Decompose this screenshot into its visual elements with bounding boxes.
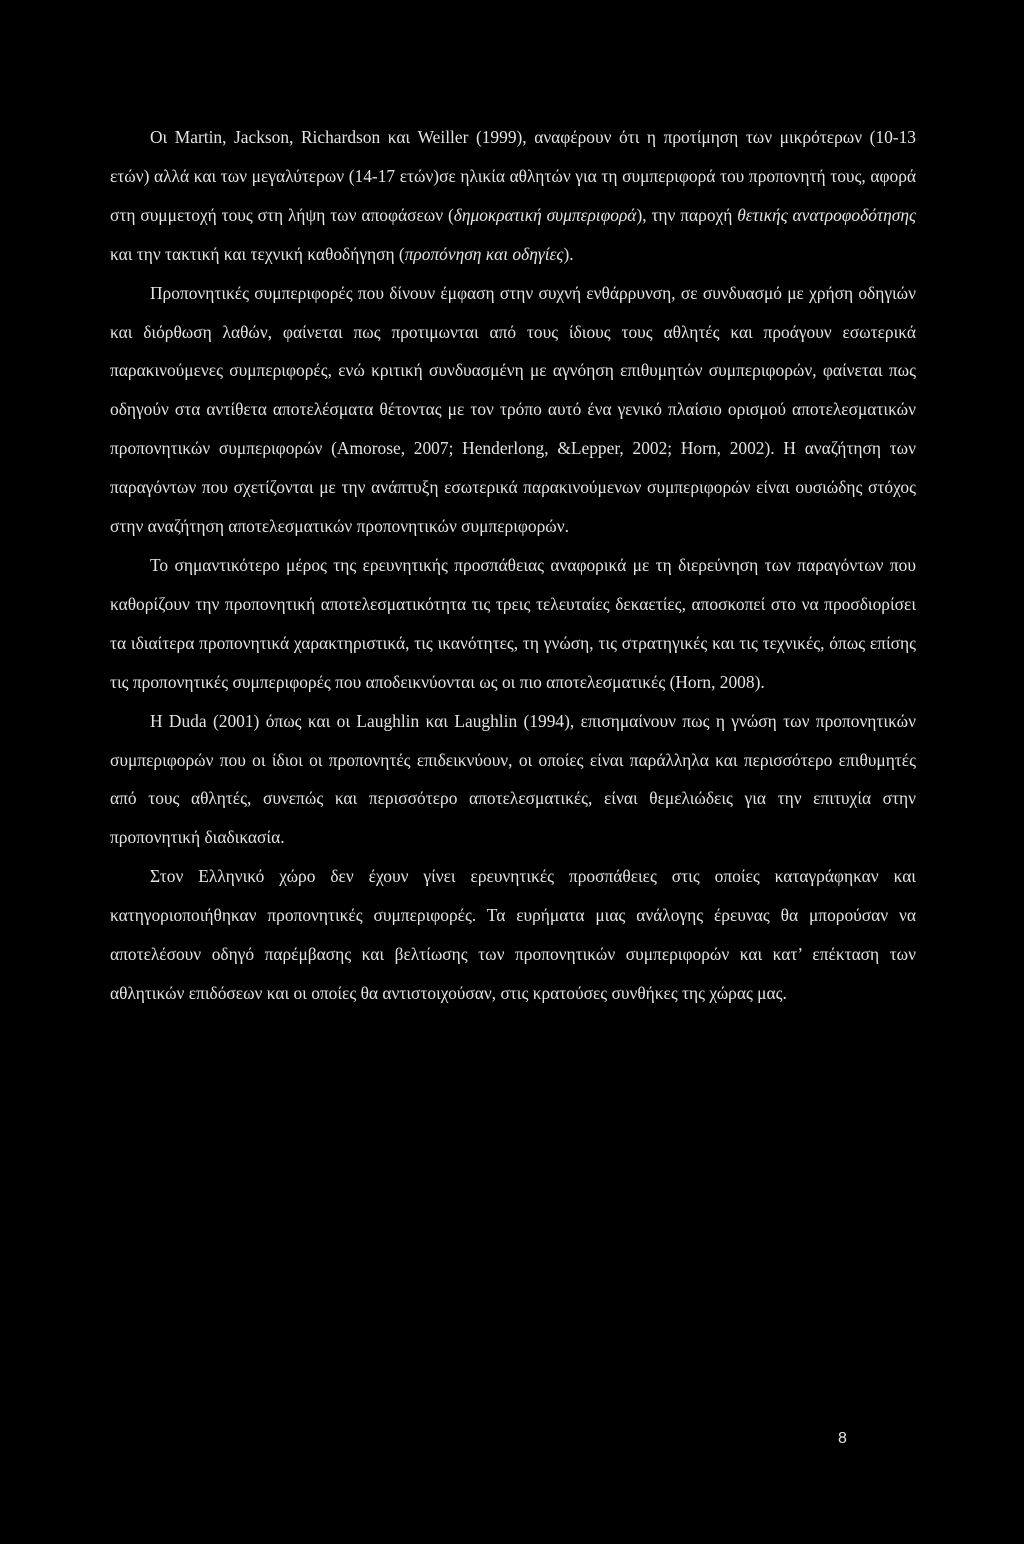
paragraph-2 (110, 274, 916, 546)
p1-segment-3: θετικής ανατροφοδότησης (737, 204, 916, 225)
p1-segment-1: δημοκρατική συμπεριφορά (453, 204, 637, 225)
p3-segment-0: Το σημαντικότερο μέρος της ερευνητικής προσπάθειας αναφορικά με τη διερεύνηση των παραγόντων που καθορίζουν την προπονητική αποτελεσματικότητα τις τρεις τελευταίες δεκαετίες, αποσκοπεί στο να προσδιορίσει τα ιδιαίτερα προπονητικά χαρακτηριστικά, τις ικανότητες, τη γνώση, τις στρατηγικές και τις τεχνικές, όπως επίσης τις προπονητικές συμπεριφορές που αποδεικνύονται ως οι πιο αποτελεσματικές (Horn, 2008). (110, 554, 916, 692)
page-body (110, 118, 916, 1013)
paragraph-1 (110, 118, 916, 274)
p4-segment-0: Η Duda (2001) όπως και οι Laughlin και Laughlin (1994), επισημαίνουν πως η γνώση των προπονητικών συμπεριφορών που οι ίδιοι οι προπονητές επιδεικνύουν, οι οποίες είναι παράλληλα και περισσότερο επιθυμητές από τους αθλητές, συνεπώς και περισσότερο αποτελεσματικές, είναι θεμελιώδεις για την επιτυχία στην προπονητική διαδικασία. (110, 710, 916, 848)
p1-segment-2: ), την παροχή (636, 204, 738, 225)
p1-segment-0: Οι Martin, Jackson, Richardson και Weiller (1999), αναφέρουν ότι η προτίμηση των μικρότερων (10-13 ετών) αλλά και των μεγαλύτερων (14-17 ετών)σε ηλικία αθλητών για τη συμπεριφορά του προπονητή τους, αφορά στη συμμετοχή τους στη λήψη των αποφάσεων ( (110, 127, 916, 225)
paragraph-3 (110, 546, 916, 702)
p1-segment-6: ). (563, 243, 574, 264)
p5-segment-0: Στον Ελληνικό χώρο δεν έχουν γίνει ερευνητικές προσπάθειες στις οποίες καταγράφηκαν και κατηγοριοποιήθηκαν προπονητικές συμπεριφορές. Τα ευρήματα μιας ανάλογης έρευνας θα μπορούσαν να αποτελέσουν οδηγό παρέμβασης και βελτίωσης των προπονητικών συμπεριφορών και κατ’ επέκταση των αθλητικών επιδόσεων και οι οποίες θα αντιστοιχούσαν, στις κρατούσες συνθήκες της χώρας μας. (110, 866, 916, 1003)
page-number: 8 (838, 1430, 847, 1447)
paragraph-4 (110, 702, 916, 858)
p2-segment-0: Προπονητικές συμπεριφορές που δίνουν έμφαση στην συχνή ενθάρρυνση, σε συνδυασμό με χρήση οδηγιών και διόρθωση λαθών, φαίνεται πως προτιμωνται από τους ίδιους τους αθλητές και προάγουν εσωτερικά παρακινούμενες συμπεριφορές, ενώ κριτική συνδυασμένη με αγνόηση επιθυμητών συμπεριφορών, φαίνεται πως οδηγούν στα αντίθετα αποτελέσματα θέτοντας με τον τρόπο αυτό ένα γενικό πλαίσιο ορισμού αποτελεσματικών προπονητικών συμπεριφορών (Amorose, 2007; Henderlong, &Lepper, 2002; Horn, 2002). Η αναζήτηση των παραγόντων που σχετίζονται με την ανάπτυξη εσωτερικά παρακινούμενων συμπεριφορών είναι ουσιώδης στόχος στην αναζήτηση αποτελεσματικών προπονητικών συμπεριφορών. (110, 282, 916, 537)
paragraph-5 (110, 857, 916, 1013)
p1-segment-5: προπόνηση και οδηγίες (404, 243, 564, 264)
p1-segment-4: και την τακτική και τεχνική καθοδήγηση ( (110, 243, 405, 264)
